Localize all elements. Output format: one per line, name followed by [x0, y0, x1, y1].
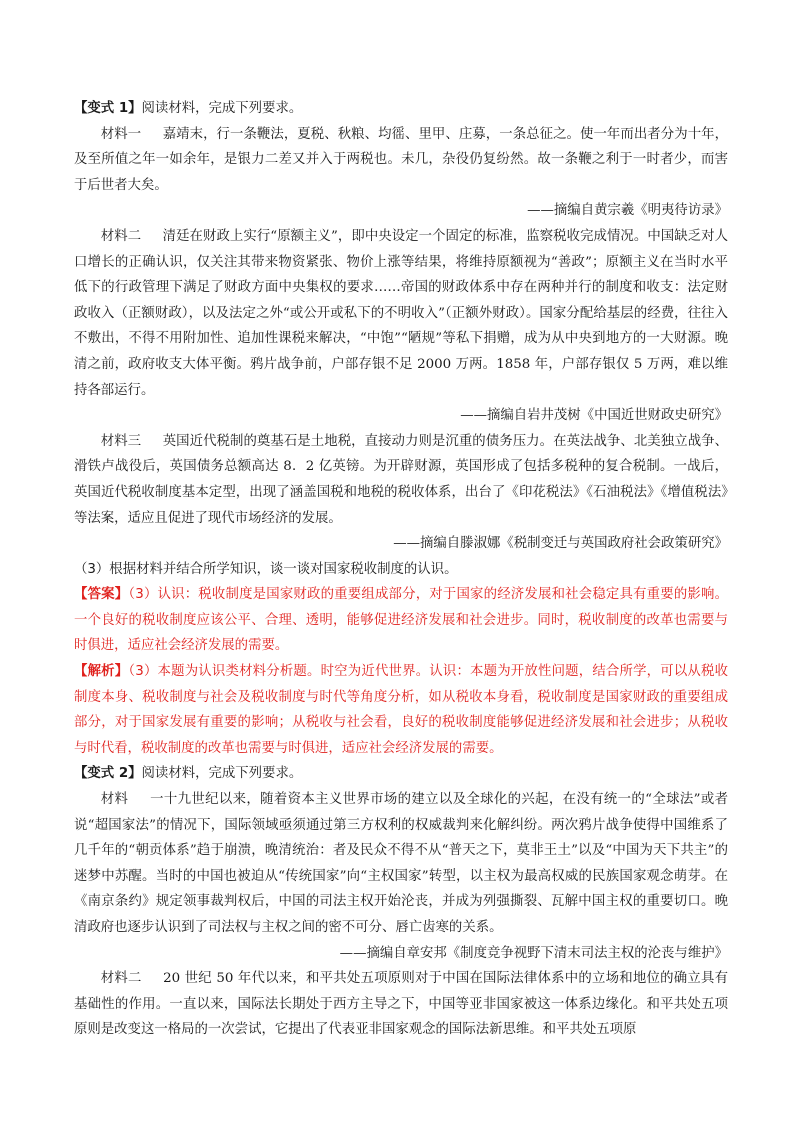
v1-material1-text: 嘉靖末，行一条鞭法，夏税、秋粮、均徭、里甲、庄募，一条总征之。使一年而出者分为十年，及至所值之年一如余年，是银力二差又并入于两税也。未几，杂役仍复纷然。故一条鞭之利于一时者少，而害于后世者大矣。: [74, 126, 729, 193]
answer-text: （3）认识：税收制度是国家财政的重要组成部分，对于国家的经济发展和社会稳定具有重要的影响。一个良好的税收制度应该公平、合理、透明，能够促进经济发展和社会进步。同时，税收制度的改革也需要与时俱进，适应社会经济发展的需要。: [74, 587, 728, 654]
v1-material3-text: 英国近代税制的奠基石是土地税，直接动力则是沉重的债务压力。在英法战争、北美独立战争、滑铁卢战役后，英国债务总额高达 8．2 亿英镑。为开辟财源，英国形成了包括多税种的复合税制。一战后，英国近代税收制度基本定型，出现了涵盖国税和地税的税收体系，出台了《印花税法》《石油税法》《增值税法》等法案，适应且促进了现代市场经济的发展。: [74, 433, 729, 526]
v1-answer: [74, 582, 728, 659]
v1-question: （3）根据材料并结合所学知识，谈一谈对国家税收制度的认识。: [74, 561, 458, 577]
v2-material2-text: 20 世纪 50 年代以来，和平共处五项原则对于中国在国际法律体系中的立场和地位的确立具有基础性的作用。一直以来，国际法长期处于西方主导之下，中国等亚非国家被这一体系边缘化。和平共处五项原则是改变这一格局的一次尝试，它提出了代表亚非国家观念的国际法新思维。和平共处五项原: [74, 971, 728, 1038]
v1-material2: [74, 224, 728, 403]
analysis-text: （3）本题为认识类材料分析题。时空为近代世界。认识：本题为开放性问题，结合所学，可以从税收制度本身、税收制度与社会及税收制度与时代等角度分析，如从税收本身看，税收制度是国家财政的重要组成部分，对于国家发展有重要的影响；从税收与社会看，良好的税收制度能够促进经济发展和社会进步；从税收与时代看，税收制度的改革也需要与时俱进，适应社会经济发展的需要。: [74, 664, 728, 756]
variant2-tag: 【变式 2】: [74, 766, 142, 782]
v2-material1: [74, 787, 728, 941]
v1-material2-source: ——摘编自岩井茂树《中国近世财政史研究》: [460, 408, 728, 424]
v1-material1-label: 材料一: [100, 126, 142, 142]
v1-material2-text: 清廷在财政上实行“原额主义”，即中央设定一个固定的标准，监察税收完成情况。中国缺乏对人口增长的正确认识，仅关注其带来物资紧张、物价上涨等结果，将维持原额视为“善政”；原额主义在当时水平低下的行政管理下满足了财政方面中央集权的要求……帝国的财政体系中存在两种并行的制度和收支：法定财政收入（正额财政），以及法定之外“或公开或私下的不明收入”（正额外财政）。国家分配给基层的经费，往往入不敷出，不得不用附加性、追加性课税来解决，“中饱”“陋规”等私下捐赠，成为从中央到地方的一大财源。晚清之前，政府收支大体平衡。鸦片战争前，户部存银不足 2000 万两。1858 年，户部存银仅 5 万两，难以维持各部运行。: [74, 228, 728, 398]
v1-material3-label: 材料三: [100, 433, 142, 449]
variant1-instruction: 阅读材料，完成下列要求。: [141, 101, 303, 116]
analysis-tag: 【解析】: [74, 664, 129, 680]
v2-material1-source: ——摘编自章安邦《制度竞争视野下清末司法主权的沦丧与维护》: [339, 945, 728, 961]
variant2-instruction: 阅读材料，完成下列要求。: [141, 766, 303, 782]
v2-material2-label: 材料二: [100, 971, 142, 987]
v1-material3: [74, 429, 728, 531]
variant1-heading: [74, 96, 728, 122]
v1-material1: [74, 122, 728, 199]
v2-material2: [74, 966, 728, 1043]
answer-tag: 【答案】: [74, 587, 129, 603]
variant2-heading: [74, 761, 728, 787]
v1-analysis: [74, 659, 728, 761]
v1-material1-source: ——摘编自黄宗羲《明夷待访录》: [527, 203, 728, 219]
document-page: [74, 96, 728, 1043]
v2-material1-label: 材料: [100, 792, 129, 808]
v1-material2-label: 材料二: [100, 228, 142, 244]
v2-material1-text: 一十九世纪以来，随着资本主义世界市场的建立以及全球化的兴起，在没有统一的“全球法”或者说“超国家法”的情况下，国际领域亟须通过第三方权利的权威裁判来化解纠纷。两次鸦片战争使得中国维系了几千年的“朝贡体系”趋于崩溃，晚清统治：者及民众不得不从“普天之下，莫非王土”以及“中国为天下共主”的迷梦中苏醒。当时的中国也被迫从“传统国家”向“主权国家”转型，以主权为最高权威的民族国家观念萌芽。在《南京条约》规定领事裁判权后，中国的司法主权开始沦丧，并成为列强撕裂、瓦解中国主权的重要切口。晚清政府也逐步认识到了司法权与主权之间的密不可分、唇亡齿寒的关系。: [74, 792, 728, 935]
variant1-tag: 【变式 1】: [74, 101, 142, 116]
v1-material3-source: ——摘编自滕淑娜《税制变迁与英国政府社会政策研究》: [393, 536, 728, 552]
